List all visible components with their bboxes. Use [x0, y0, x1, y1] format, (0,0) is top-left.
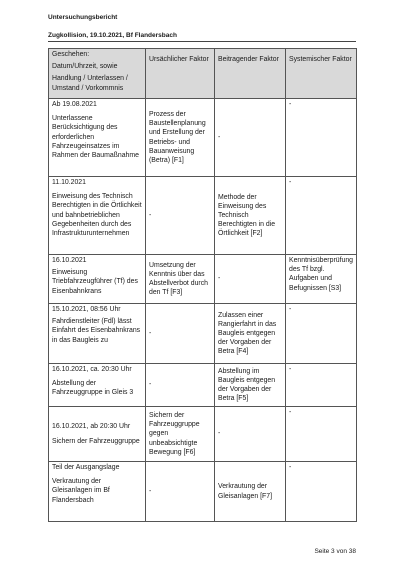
- page-number: Seite 3 von 38: [314, 548, 356, 555]
- systemic-factor: Kenntnisüberprüfung des Tf bzgl. Aufgaben und Befugnissen [S3]: [286, 255, 357, 304]
- event-date: 15.10.2021, 08:56 Uhr: [52, 306, 121, 313]
- table-row: [49, 407, 357, 462]
- event-cell: [49, 177, 146, 255]
- causal-factor: -: [146, 364, 215, 407]
- event-description: Unterlassene Berücksichtigung des erforderlichen Fahrzeugeinsatzes im Rahmen der Baumaßnahme: [52, 115, 139, 159]
- header-causal: [146, 49, 215, 99]
- contributing-factor: -: [215, 99, 286, 177]
- causal-factor: -: [146, 304, 215, 364]
- systemic-factor: -: [286, 407, 357, 462]
- event-date: 16.10.2021, ab 20:30 Uhr: [52, 423, 131, 431]
- causal-factor: Sichern der Fahrzeuggruppe gegen unbeabsichtigte Bewegung [F6]: [146, 407, 215, 462]
- systemic-factor: -: [286, 364, 357, 407]
- header-divider: [48, 41, 356, 42]
- header-contributing: [215, 49, 286, 99]
- event-description: Verkrautung der Gleisanlagen im Bf Flandersbach: [52, 478, 110, 504]
- header-causal-label: Ursächlicher Faktor: [149, 56, 209, 63]
- header-event-line2: Datum/Uhrzeit, sowie: [52, 63, 118, 71]
- systemic-factor: -: [286, 177, 357, 255]
- event-cell: [49, 462, 146, 522]
- table-row: [49, 99, 357, 177]
- causal-factor: Prozess der Baustellenplanung und Erstellung der Betriebs- und Bauanweisung (Betra) [F1]: [146, 99, 215, 177]
- header-event-line1: Geschehen:: [52, 51, 90, 58]
- event-cell: [49, 99, 146, 177]
- event-description: Abstellung der Fahrzeuggruppe in Gleis 3: [52, 380, 134, 397]
- event-cell: [49, 304, 146, 364]
- contributing-factor: -: [215, 407, 286, 462]
- table-row: [49, 304, 357, 364]
- systemic-factor: -: [286, 304, 357, 364]
- report-title: Untersuchungsbericht: [48, 14, 118, 21]
- event-date: Teil der Ausgangslage: [52, 464, 120, 471]
- report-subtitle: Zugkollision, 19.10.2021, Bf Flandersbach: [48, 32, 177, 39]
- event-date: 16.10.2021: [52, 257, 87, 264]
- contributing-factor: Abstellung im Baugleis entgegen der Vorgaben der Betra [F5]: [215, 364, 286, 407]
- header-event-line3: Handlung / Unterlassen / Umstand / Vorkommnis: [52, 75, 128, 92]
- systemic-factor: -: [286, 99, 357, 177]
- event-description: Fahrdienstleiter (Fdl) lässt Einfahrt des Eisenbahnkrans in das Baugleis zu: [52, 318, 141, 344]
- table-row: [49, 255, 357, 304]
- systemic-factor: -: [286, 462, 357, 522]
- table-row: [49, 177, 357, 255]
- contributing-factor: Zulassen einer Rangierfahrt in das Baugleis entgegen der Vorgaben der Betra [F4]: [215, 304, 286, 364]
- event-cell: [49, 407, 146, 462]
- event-date: 16.10.2021, ca. 20:30 Uhr: [52, 366, 132, 373]
- contributing-factor: Methode der Einweisung des Technisch Berechtigten in die Örtlichkeit [F2]: [215, 177, 286, 255]
- event-date: Ab 19.08.2021: [52, 101, 97, 108]
- contributing-factor: -: [215, 255, 286, 304]
- event-description: Einweisung des Technisch Berechtigten in die Örtlichkeit und bahnbetrieblichen Gegebenheiten durch des Infrastrukturunternehmen: [52, 193, 142, 237]
- causal-factor: -: [146, 177, 215, 255]
- table-header-row: [49, 49, 357, 99]
- header-contributing-label: Beitragender Faktor: [218, 56, 279, 63]
- event-cell: [49, 364, 146, 407]
- factor-table: [48, 48, 357, 522]
- header-systemic-label: Systemischer Faktor: [289, 56, 352, 63]
- event-date: 11.10.2021: [52, 179, 86, 186]
- table-row: [49, 462, 357, 522]
- event-description: Sichern der Fahrzeuggruppe: [52, 437, 140, 445]
- causal-factor: -: [146, 462, 215, 522]
- table-row: [49, 364, 357, 407]
- header-event: [49, 49, 146, 99]
- contributing-factor: Verkrautung der Gleisanlagen [F7]: [215, 462, 286, 522]
- event-cell: [49, 255, 146, 304]
- event-description: Einweisung Triebfahrzeugführer (Tf) des Eisenbahnkrans: [52, 269, 138, 295]
- causal-factor: Umsetzung der Kenntnis über das Abstellverbot durch den Tf [F3]: [146, 255, 215, 304]
- header-systemic: [286, 49, 357, 99]
